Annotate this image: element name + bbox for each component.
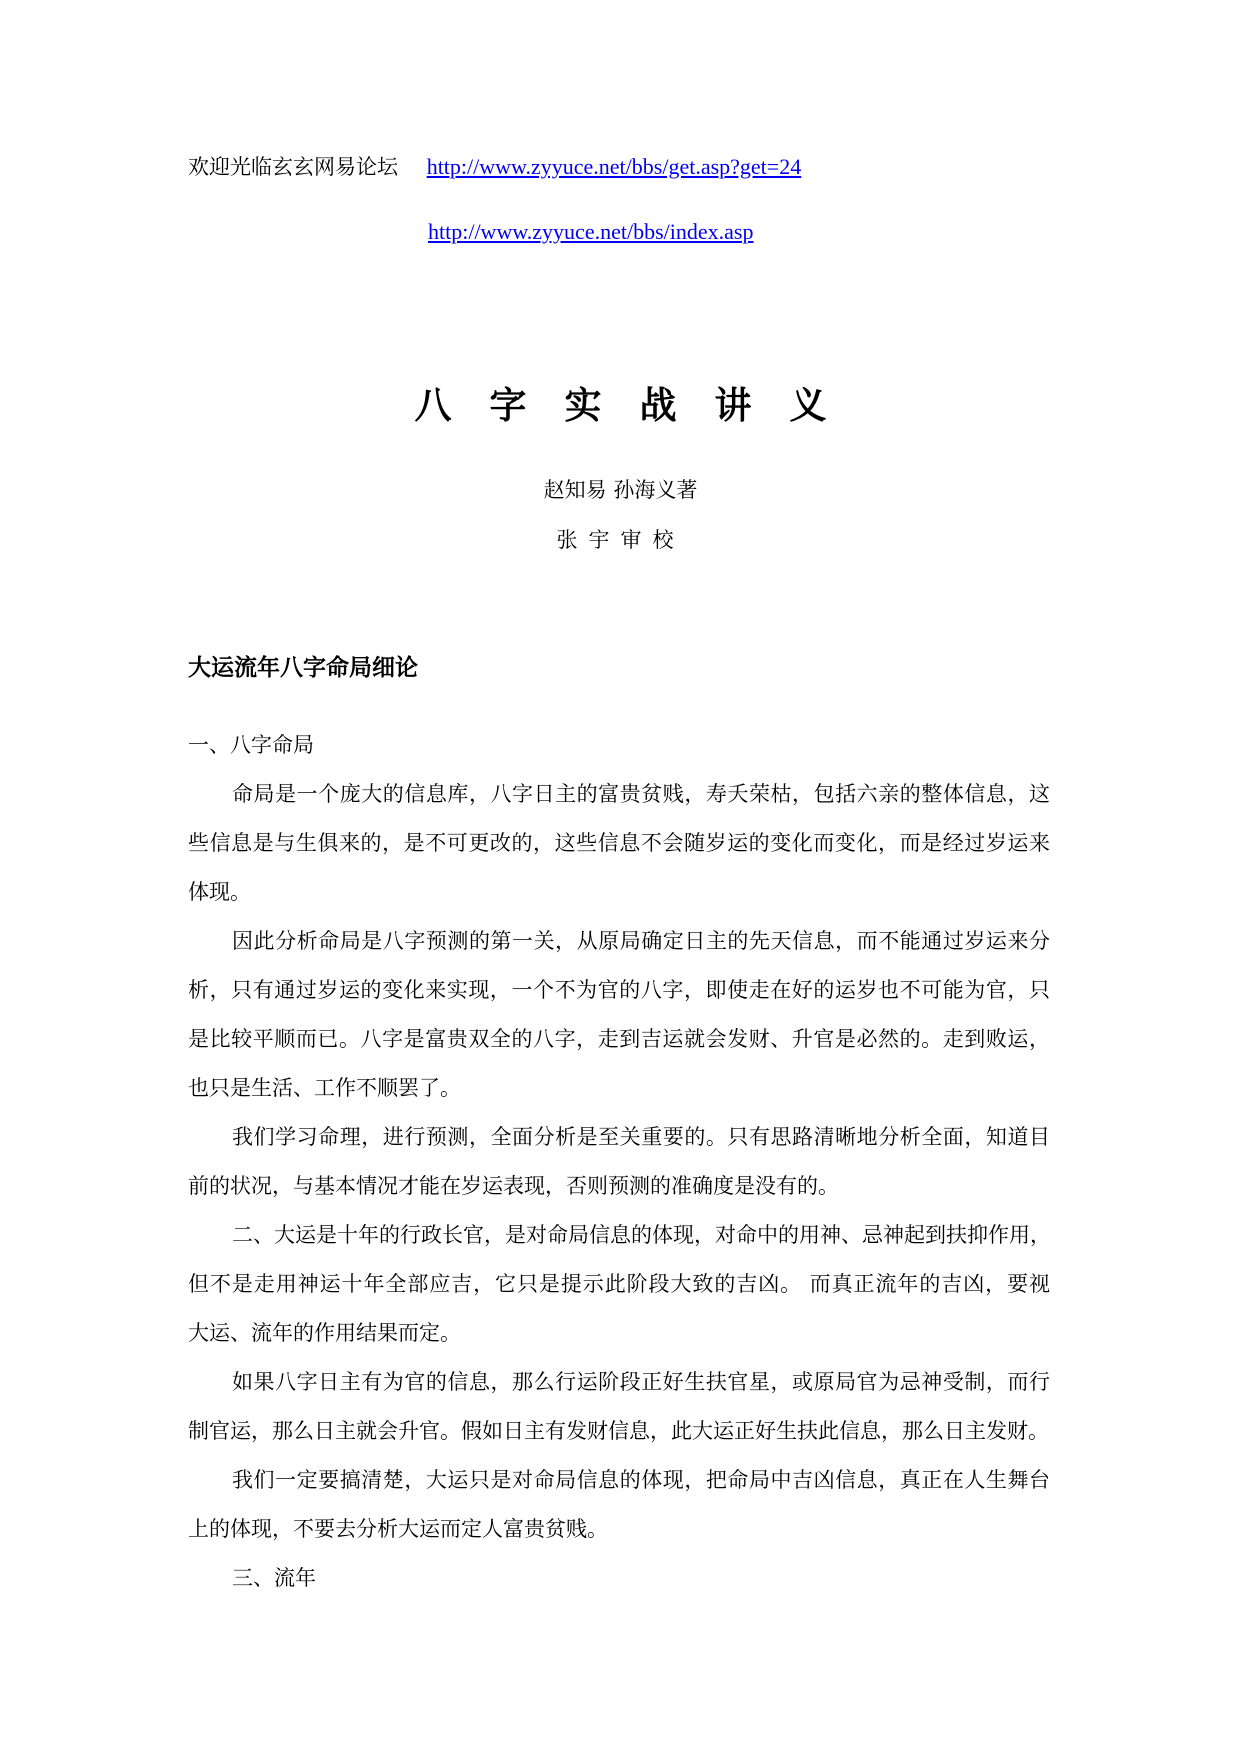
text-line: 前的状况，与基本情况才能在岁运表现，否则预测的准确度是没有的。 [188,1174,839,1198]
text-line: 上的体现，不要去分析大运而定人富贵贫贱。 [188,1517,608,1541]
authors: 赵知易 孙海义著 [543,478,698,502]
header-line [188,152,801,182]
text-line: 三、流年 [232,1566,316,1590]
reviewer: 张宇审校 [556,528,685,552]
document-body [188,721,1050,1603]
text-line: 我们一定要搞清楚，大运只是对命局信息的体现，把命局中吉凶信息，真正在人生舞台 [232,1468,1050,1492]
text-line: 我们学习命理，进行预测，全面分析是至关重要的。只有思路清晰地分析全面，知道目 [232,1125,1050,1149]
text-line: 二、大运是十年的行政长官，是对命局信息的体现，对命中的用神、忌神起到扶抑作用， [232,1223,1051,1247]
text-line: 但不是走用神运十年全部应吉，它只是提示此阶段大致的吉凶。 而真正流年的吉凶，要视 [188,1272,1050,1296]
paragraph [188,1456,1050,1554]
forum-link-index[interactable]: http://www.zyyuce.net/bbs/index.asp [428,219,754,244]
text-line: 如果八字日主有为官的信息，那么行运阶段正好生扶官星，或原局官为忌神受制，而行 [232,1370,1050,1394]
text-line: 大运、流年的作用结果而定。 [188,1321,461,1345]
text-line: 也只是生活、工作不顺罢了。 [188,1076,461,1100]
paragraph [188,1211,1050,1358]
text-line: 因此分析命局是八字预测的第一关，从原局确定日主的先天信息，而不能通过岁运来分 [232,929,1050,953]
text-line: 是比较平顺而已。八字是富贵双全的八字，走到吉运就会发财、升官是必然的。走到败运， [188,1027,1050,1051]
document-title: 八字实战讲义 [414,383,865,427]
paragraph [188,770,1050,917]
paragraph [188,721,1050,770]
text-line: 制官运，那么日主就会升官。假如日主有发财信息，此大运正好生扶此信息，那么日主发财。 [188,1419,1049,1443]
paragraph [188,1554,1050,1603]
text-line: 命局是一个庞大的信息库，八字日主的富贵贫贱，寿夭荣枯，包括六亲的整体信息，这 [232,782,1050,806]
paragraph [188,917,1050,1113]
section-heading: 大运流年八字命局细论 [188,654,418,681]
paragraph [188,1358,1050,1456]
text-line: 体现。 [188,880,251,904]
text-line: 一、八字命局 [188,733,314,757]
forum-link-get[interactable]: http://www.zyyuce.net/bbs/get.asp?get=24 [426,154,802,179]
paragraph [188,1113,1050,1211]
text-line: 析，只有通过岁运的变化来实现，一个不为官的八字，即使走在好的运岁也不可能为官，只 [188,978,1050,1002]
welcome-text: 欢迎光临玄玄网易论坛 [188,155,398,179]
text-line: 些信息是与生俱来的，是不可更改的，这些信息不会随岁运的变化而变化，而是经过岁运来 [188,831,1050,855]
